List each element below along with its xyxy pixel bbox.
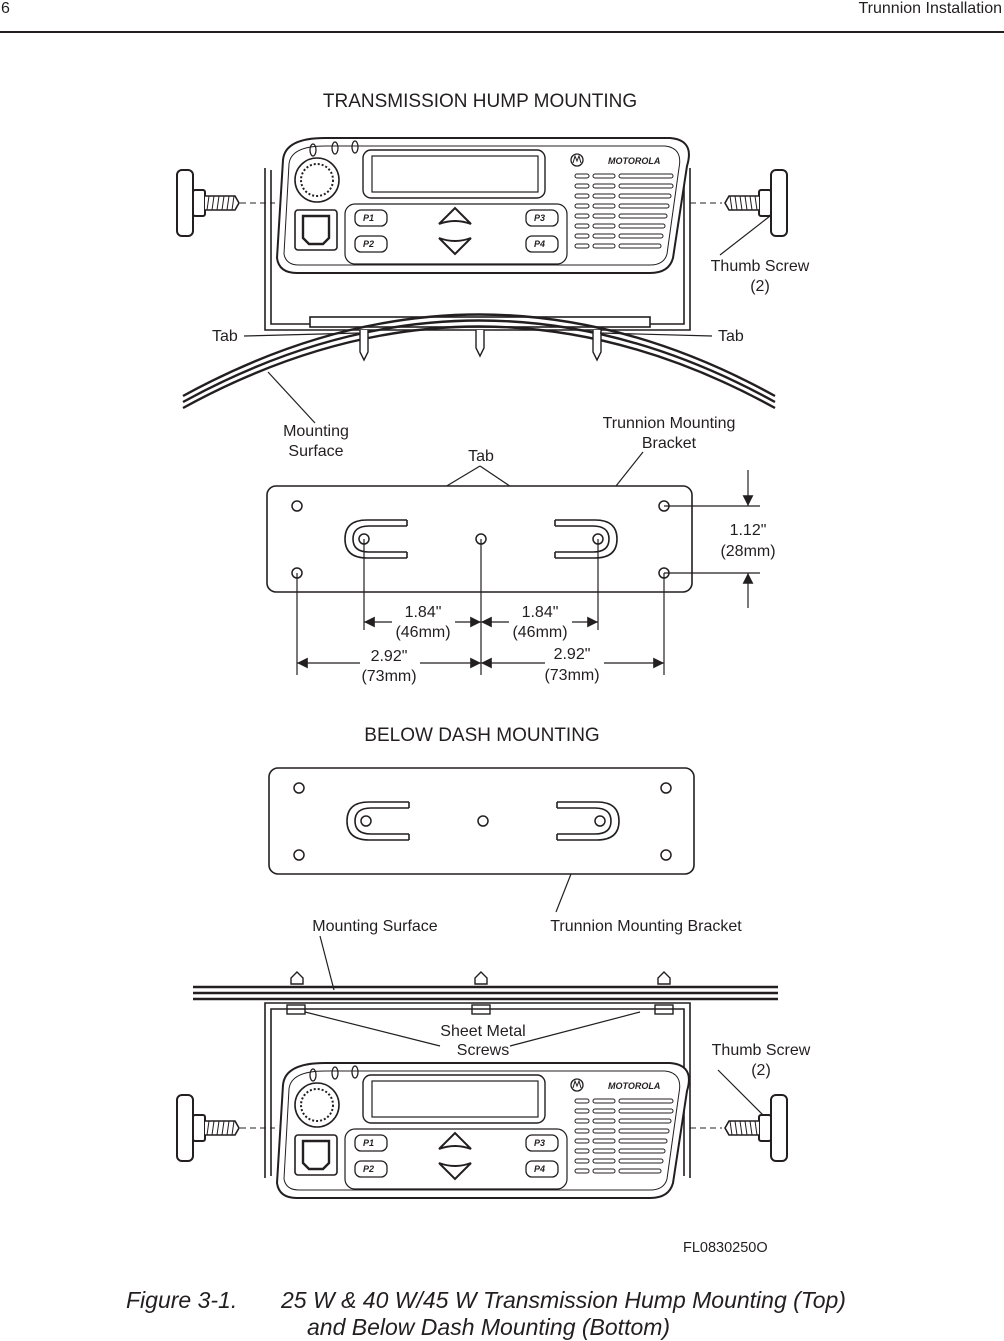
caption-line1: 25 W & 40 W/45 W Transmission Hump Mounting (Top) (281, 1287, 846, 1313)
motorola-logo-bottom: MOTOROLA (608, 1081, 661, 1091)
dim-left-inner-mm: (46mm) (395, 624, 451, 641)
bottom-view-title: BELOW DASH MOUNTING (364, 725, 600, 746)
thumb-screw-left-icon (177, 170, 239, 236)
dim-right-outer-in: 2.92" (553, 646, 591, 663)
p1-button-label: P1 (363, 1138, 375, 1148)
bracket-plate-top (267, 486, 692, 592)
mounting-surface-label-line1: Mounting (283, 423, 349, 440)
thumb-screw-left-icon-bottom (177, 1095, 239, 1161)
figure-caption (126, 1287, 846, 1314)
dim-right-inner-in: 1.84" (521, 604, 559, 621)
p2-button-label: P2 (363, 1164, 375, 1174)
p3-button-label: P3 (534, 1138, 546, 1148)
thumb-screw-qty-top: (2) (750, 278, 770, 295)
screws-label-line1: Sheet Metal (440, 1023, 526, 1040)
bracket-label-line2: Bracket (641, 435, 697, 452)
tab-label-right: Tab (718, 328, 744, 345)
bracket-label-bottom: Trunnion Mounting Bracket (550, 918, 742, 935)
dim-left-outer-mm: (73mm) (361, 668, 417, 685)
p4-button-label: P4 (534, 1164, 546, 1174)
thumb-screw-right-icon (725, 170, 787, 236)
thumb-screw-label-top: Thumb Screw (710, 258, 810, 275)
p4-button-label: P4 (534, 239, 546, 249)
motorola-logo: MOTOROLA (608, 156, 661, 166)
curved-mounting-surface (183, 315, 775, 409)
dim-height-in: 1.12" (729, 522, 767, 539)
figure-number: Figure 3-1. (126, 1287, 238, 1313)
p2-button-label: P2 (363, 239, 375, 249)
dim-height-mm: (28mm) (720, 543, 776, 560)
caption-line2: and Below Dash Mounting (Bottom) (307, 1314, 671, 1340)
thumb-screw-right-icon-bottom (725, 1095, 787, 1161)
mounting-surface-label-line2: Surface (288, 443, 344, 460)
p1-button-label: P1 (363, 213, 375, 223)
dim-right-outer-mm: (73mm) (544, 667, 600, 684)
dim-left-inner-in: 1.84" (404, 604, 442, 621)
thumb-screw-qty-bottom: (2) (751, 1062, 771, 1079)
p3-button-label: P3 (534, 213, 546, 223)
figure-id: FL0830250O (683, 1240, 768, 1256)
top-view-title: TRANSMISSION HUMP MOUNTING (322, 91, 638, 112)
screws-label-line2: Screws (456, 1042, 510, 1059)
running-header-title: Trunnion Installation (858, 0, 1002, 17)
mounting-surface-label-bottom: Mounting Surface (312, 918, 438, 935)
dim-left-outer-in: 2.92" (370, 648, 408, 665)
tab-label-left: Tab (212, 328, 238, 345)
bracket-plate-bottom (269, 768, 694, 874)
page-number: 6 (1, 0, 10, 17)
tab-label-center: Tab (468, 448, 494, 465)
bracket-label-line1: Trunnion Mounting (602, 415, 736, 432)
flat-mounting-surface (193, 987, 778, 999)
thumb-screw-label-bottom: Thumb Screw (711, 1042, 811, 1059)
dim-right-inner-mm: (46mm) (512, 624, 568, 641)
